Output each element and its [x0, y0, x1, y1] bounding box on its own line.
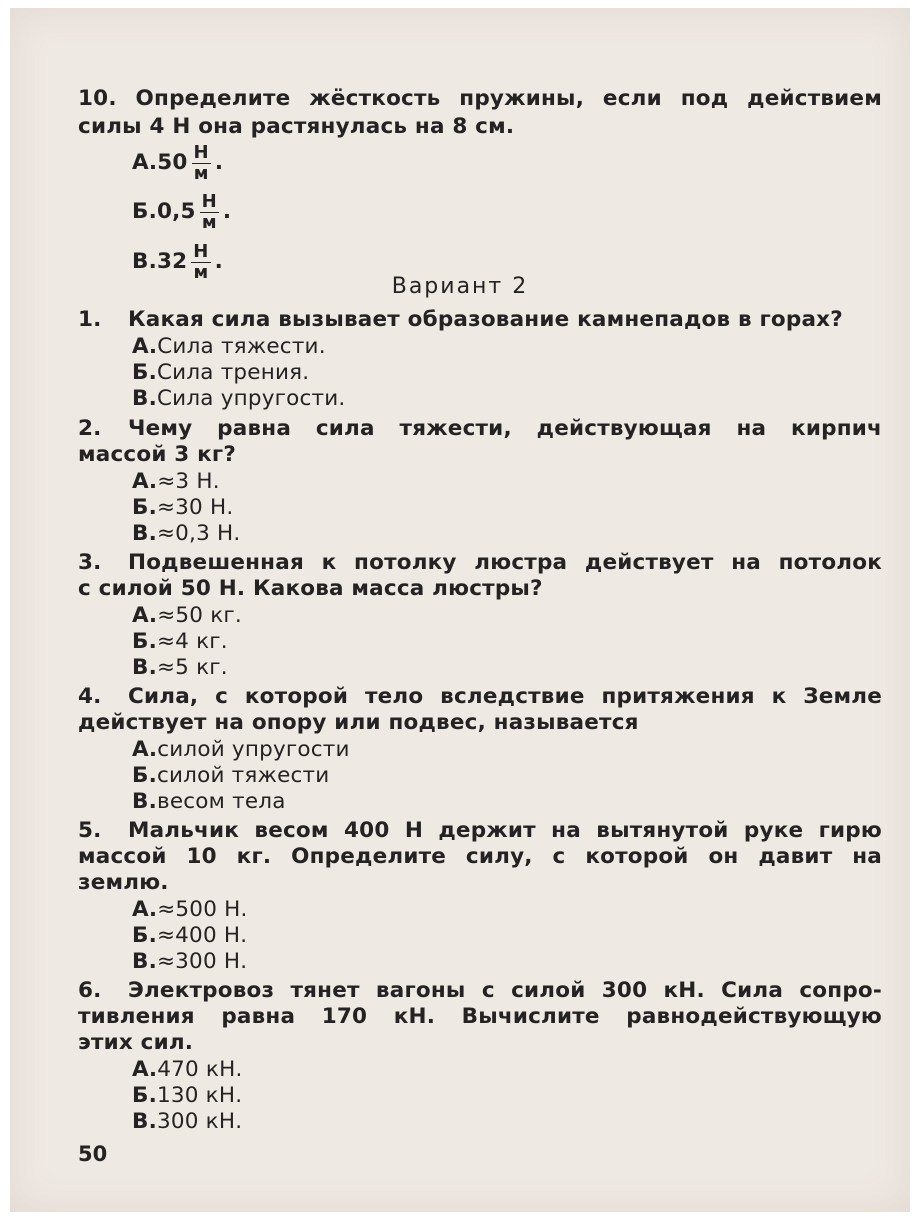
question-line: Сила, с которой тело вследствие притяжения к Земле — [128, 684, 882, 709]
answer-option — [132, 1057, 242, 1083]
option-letter: А. — [132, 603, 158, 628]
option-letter: В. — [132, 789, 157, 814]
option-text: ≈300 Н. — [156, 949, 248, 974]
answer-option — [132, 923, 247, 949]
variant-title: Вариант 2 — [391, 274, 529, 299]
fraction-numerator: Н — [201, 190, 217, 212]
option-text: силой тяжести — [156, 763, 330, 788]
option-text: 470 кН. — [157, 1057, 243, 1082]
option-letter: Б. — [132, 763, 157, 788]
fraction-numerator: Н — [193, 141, 209, 163]
unit-fraction — [192, 143, 211, 184]
option-letter: Б. — [132, 923, 157, 948]
question-text: массой 3 кг? — [78, 442, 237, 467]
question-text — [78, 684, 882, 710]
option-value: 50 — [157, 150, 188, 175]
answer-option — [132, 386, 345, 412]
option-text: ≈0,3 Н. — [156, 521, 241, 546]
fraction-denominator: м — [193, 261, 209, 283]
page-number: 50 — [78, 1142, 108, 1166]
option-letter: А. — [132, 897, 158, 922]
question-10-line: 10. Определите жёсткость пружины, если под действием — [78, 86, 882, 111]
answer-option — [132, 897, 248, 923]
option-text: ≈500 Н. — [157, 897, 248, 922]
question-text — [78, 416, 882, 442]
option-text: 300 кН. — [156, 1109, 243, 1134]
option-letter: Б. — [132, 1083, 157, 1108]
answer-option — [132, 1109, 242, 1135]
question-text: землю. — [78, 870, 169, 895]
question-line: Чему равна сила тяжести, действующая на кирпич — [128, 416, 882, 441]
option-end: . — [214, 249, 223, 274]
option-text: Сила тяжести. — [157, 334, 326, 359]
question-line: Подвешенная к потолку люстра действует на потолок — [128, 550, 882, 575]
option-text: весом тела — [156, 789, 286, 814]
option-text: ≈30 Н. — [156, 495, 234, 520]
answer-option — [132, 469, 220, 495]
question-text — [78, 307, 843, 333]
answer-option — [132, 763, 329, 789]
question-number: 1. — [78, 307, 102, 332]
option-letter: В. — [132, 521, 157, 546]
question-number: 5. — [78, 818, 102, 843]
question-text — [78, 818, 882, 844]
page-content — [10, 8, 910, 1212]
question-number: 6. — [78, 978, 102, 1003]
option-text: ≈3 Н. — [157, 469, 220, 494]
question-line: Мальчик весом 400 Н держит на вытянутой руке гирю — [128, 818, 882, 843]
option-letter: А. — [132, 150, 158, 175]
option-letter: В. — [132, 386, 157, 411]
option-letter: Б. — [132, 629, 157, 654]
option-letter: А. — [132, 1057, 158, 1082]
question-number: 3. — [78, 550, 102, 575]
option-letter: А. — [132, 737, 158, 762]
option-text: ≈400 Н. — [156, 923, 248, 948]
option-letter: В. — [132, 1109, 157, 1134]
book-page — [10, 8, 910, 1212]
question-text: тивления равна 170 кН. Вычислите равнодействующую — [78, 1004, 882, 1029]
option-text: Сила трения. — [156, 360, 310, 385]
fraction-denominator: м — [201, 211, 217, 233]
option-letter: А. — [132, 469, 158, 494]
answer-option — [132, 629, 228, 655]
answer-option — [132, 949, 247, 975]
question-text: этих сил. — [78, 1030, 194, 1055]
question-10-line: силы 4 Н она растянулась на 8 см. — [78, 114, 515, 139]
answer-option — [132, 737, 350, 763]
option-end: . — [222, 199, 232, 224]
answer-option — [132, 603, 242, 629]
answer-option — [132, 334, 326, 360]
option-text: силой упругости — [157, 737, 350, 762]
answer-option — [132, 141, 223, 185]
question-text: массой 10 кг. Определите силу, с которой он давит на — [78, 844, 882, 869]
option-value: 32 — [156, 249, 188, 274]
option-text: Сила упругости. — [156, 386, 346, 411]
option-value: 0,5 — [156, 199, 196, 224]
option-letter: А. — [132, 334, 158, 359]
question-number: 4. — [78, 684, 102, 709]
answer-option — [132, 495, 233, 521]
option-text: 130 кН. — [156, 1083, 243, 1108]
question-text — [78, 550, 882, 576]
option-text: ≈5 кг. — [156, 655, 228, 680]
question-text — [78, 978, 882, 1004]
question-number: 2. — [78, 416, 102, 441]
answer-option — [132, 1083, 242, 1109]
answer-option — [132, 360, 309, 386]
option-letter: В. — [132, 655, 157, 680]
answer-option — [132, 521, 240, 547]
option-letter: В. — [132, 949, 157, 974]
option-text: ≈4 кг. — [156, 629, 228, 654]
answer-option — [132, 190, 231, 234]
option-letter: В. — [132, 249, 157, 274]
question-line: Какая сила вызывает образование камнепадов в горах? — [128, 307, 843, 332]
answer-option — [132, 789, 286, 815]
fraction-numerator: Н — [193, 240, 209, 262]
question-line: Электровоз тянет вагоны с силой 300 кН. Сила сопро- — [128, 978, 882, 1003]
fraction-denominator: м — [193, 162, 209, 184]
unit-fraction — [200, 192, 219, 233]
option-letter: Б. — [132, 360, 157, 385]
option-letter: Б. — [132, 199, 157, 224]
option-letter: Б. — [132, 495, 157, 520]
question-text: действует на опору или подвес, называется — [78, 710, 639, 735]
option-text: ≈50 кг. — [157, 603, 242, 628]
answer-option — [132, 655, 228, 681]
question-text: с силой 50 Н. Какова масса люстры? — [78, 576, 543, 601]
option-end: . — [214, 150, 224, 175]
